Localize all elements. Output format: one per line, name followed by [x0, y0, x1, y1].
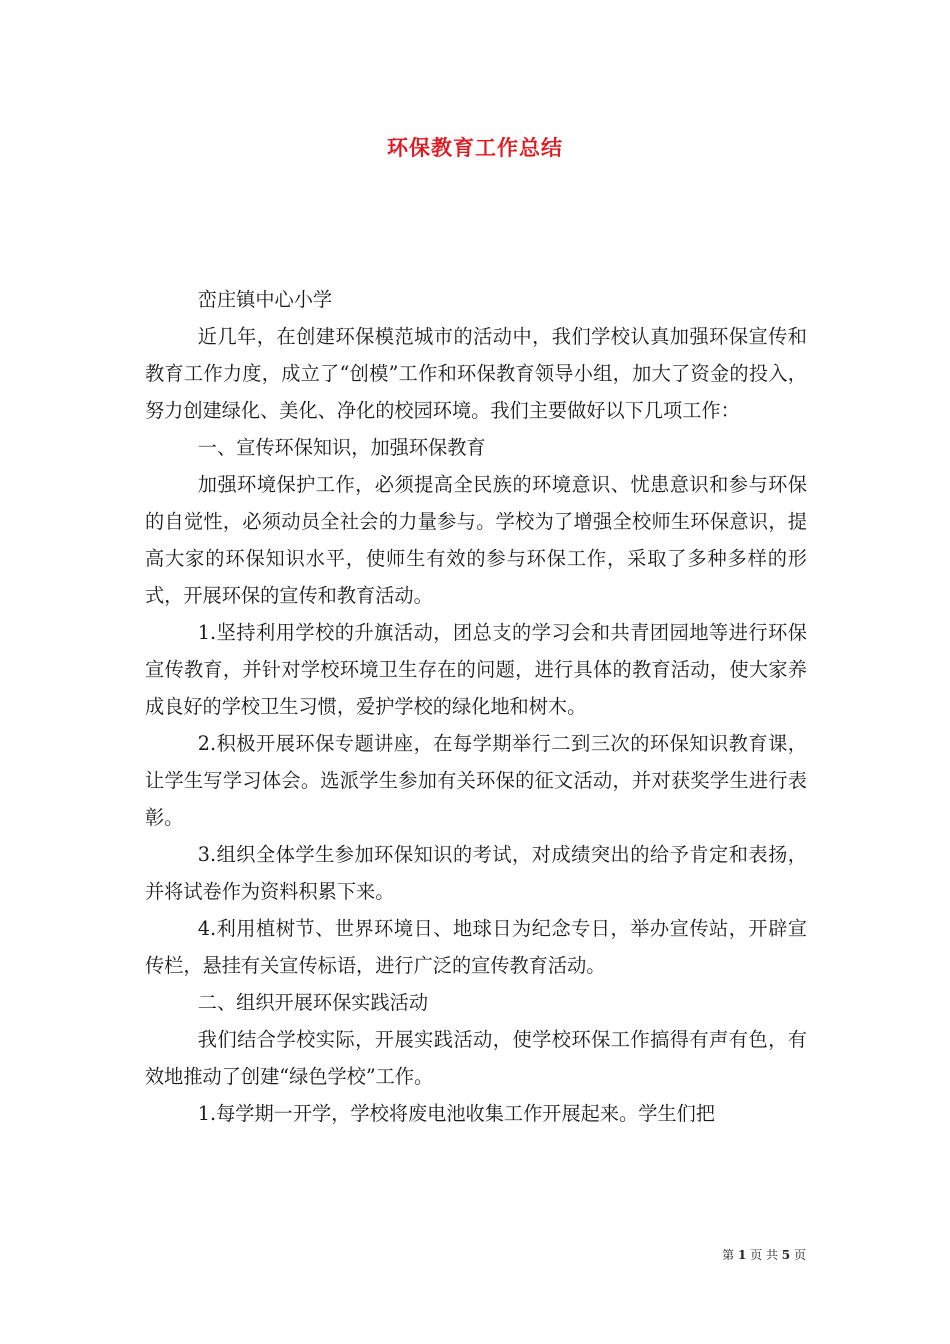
section-heading-1: 一、宣传环保知识，加强环保教育 — [197, 436, 486, 459]
list-item-3: 3.组织全体学生参加环保知识的考试，对成绩突出的给予肯定和表扬，并将试卷作为资料积累下来。 — [145, 843, 807, 903]
paragraph: 我们结合学校实际，开展实践活动，使学校环保工作搞得有声有色，有效地推动了创建“绿色学校”工作。 — [145, 1028, 807, 1088]
document-title: 环保教育工作总结 — [387, 136, 563, 160]
author-line: 峦庄镇中心小学 — [197, 288, 333, 311]
list-item-1: 1.每学期一开学，学校将废电池收集工作开展起来。学生们把 — [197, 1102, 715, 1125]
paragraph: 加强环境保护工作，必须提高全民族的环境意识、忧患意识和参与环保的自觉性，必须动员全社会的力量参与。学校为了增强全校师生环保意识，提高大家的环保知识水平，使师生有效的参与环保工作，采取了多种多样的形式，开展环保的宣传和教育活动。 — [145, 473, 807, 607]
list-item-4: 4.利用植树节、世界环境日、地球日为纪念专日，举办宣传站，开辟宣传栏，悬挂有关宣传标语，进行广泛的宣传教育活动。 — [145, 917, 807, 977]
page-number-footer — [650, 1247, 806, 1263]
section-heading-2: 二、组织开展环保实践活动 — [197, 991, 429, 1014]
document-body — [145, 281, 807, 1132]
total-pages-number: 5 — [781, 1248, 791, 1262]
list-item-1: 1.坚持利用学校的升旗活动，团总支的学习会和共青团园地等进行环保宣传教育，并针对学校环境卫生存在的问题，进行具体的教育活动，使大家养成良好的学校卫生习惯，爱护学校的绿化地和树木。 — [145, 621, 807, 718]
footer-suffix: 页 — [793, 1248, 806, 1262]
footer-prefix: 第 — [722, 1248, 735, 1262]
footer-middle: 页 共 — [750, 1248, 778, 1262]
intro-paragraph: 近几年，在创建环保模范城市的活动中，我们学校认真加强环保宣传和教育工作力度，成立了“创模”工作和环保教育领导小组，加大了资金的投入，努力创建绿化、美化、净化的校园环境。我们主要做好以下几项工作： — [145, 325, 807, 422]
current-page-number: 1 — [737, 1248, 747, 1262]
list-item-2: 2.积极开展环保专题讲座，在每学期举行二到三次的环保知识教育课，让学生写学习体会。选派学生参加有关环保的征文活动，并对获奖学生进行表彰。 — [145, 732, 807, 829]
